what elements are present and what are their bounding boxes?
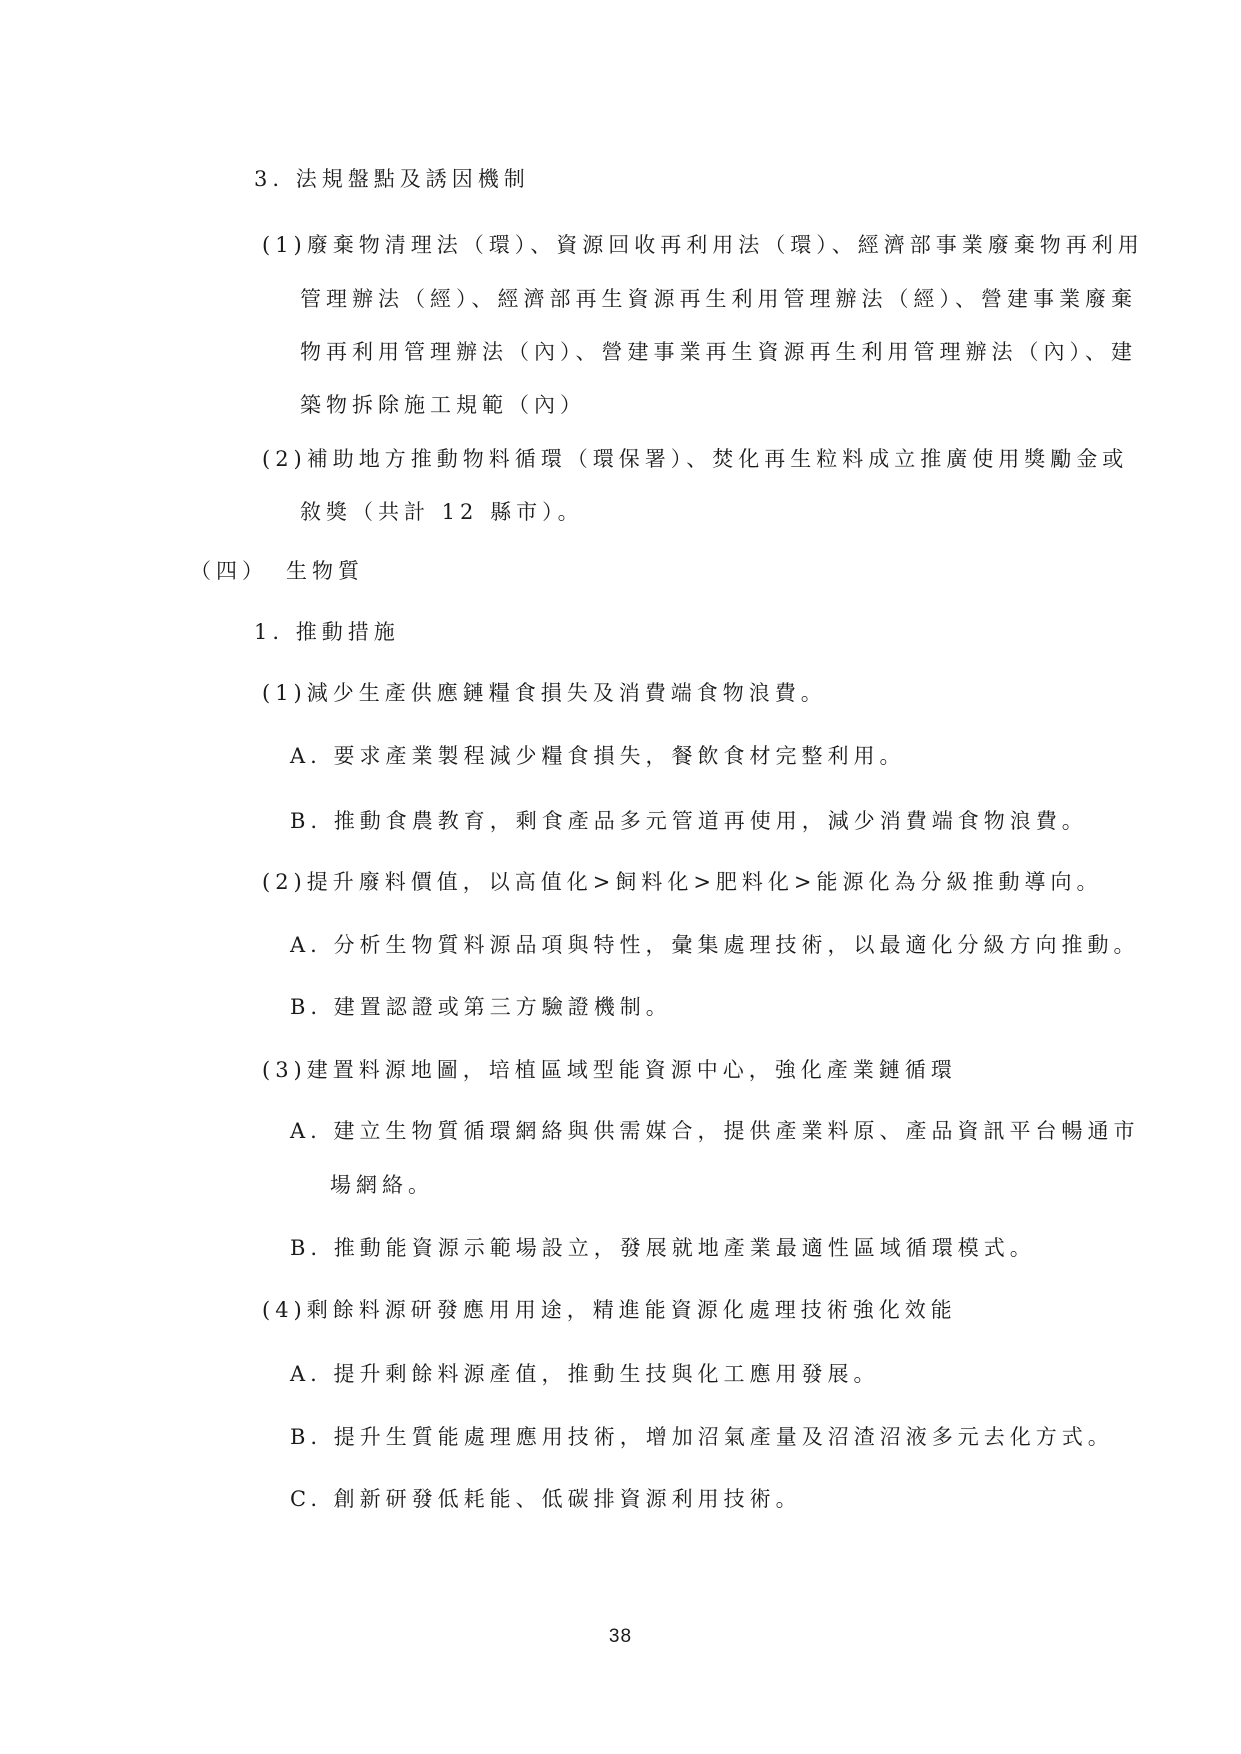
page-number: 38 [608,1626,633,1647]
section4-item3-b: B. 推動能資源示範場設立，發展就地產業最適性區域循環模式。 [290,1236,1036,1260]
section3-item2-line2: 敘獎（共計 12 縣市）。 [300,500,584,524]
section3-item1-line1: (1)廢棄物清理法（環）、資源回收再利用法（環）、經濟部事業廢棄物再利用 [262,233,1144,257]
section3-item1-line3: 物再利用管理辦法（內）、營建事業再生資源再生利用管理辦法（內）、建 [300,340,1137,364]
section4-heading-number: （四） [190,559,268,583]
section4-item4-title: (4)剩餘料源研發應用用途，精進能資源化處理技術強化效能 [262,1298,957,1322]
section4-item3-title: (3)建置料源地圖，培植區域型能資源中心，強化產業鏈循環 [262,1058,957,1082]
section4-item1-title: (1)減少生產供應鏈糧食損失及消費端食物浪費。 [262,681,827,705]
section4-item4-a: A. 提升剩餘料源產值，推動生技與化工應用發展。 [290,1362,880,1386]
section4-item1-a: A. 要求產業製程減少糧食損失，餐飲食材完整利用。 [290,744,906,768]
section4-item1-b: B. 推動食農教育，剩食產品多元管道再使用，減少消費端食物浪費。 [290,809,1088,833]
section4-item2-b: B. 建置認證或第三方驗證機制。 [290,995,672,1019]
section4-item3-a-line1: A. 建立生物質循環網絡與供需媒合，提供產業料原、產品資訊平台暢通市 [290,1119,1140,1143]
section3-item1-line4: 築物拆除施工規範（內） [300,393,586,417]
section4-item4-c: C. 創新研發低耗能、低碳排資源利用技術。 [290,1487,802,1511]
section4-item4-b: B. 提升生質能處理應用技術，增加沼氣產量及沼渣沼液多元去化方式。 [290,1425,1114,1449]
section4-item2-a: A. 分析生物質料源品項與特性，彙集處理技術，以最適化分級方向推動。 [290,933,1140,957]
section3-item1-line2: 管理辦法（經）、經濟部再生資源再生利用管理辦法（經）、營建事業廢棄 [300,287,1137,311]
section4-subheading: 1. 推動措施 [254,620,400,644]
section4-item3-a-line2: 場網絡。 [330,1173,434,1197]
section3-item2-line1: (2)補助地方推動物料循環（環保署）、焚化再生粒料成立推廣使用獎勵金或 [262,447,1129,471]
section4-heading-text: 生物質 [286,559,364,583]
section3-heading: 3. 法規盤點及誘因機制 [254,167,530,191]
section4-item2-title: (2)提升廢料價值，以高值化>飼料化>肥料化>能源化為分級推動導向。 [262,870,1103,894]
